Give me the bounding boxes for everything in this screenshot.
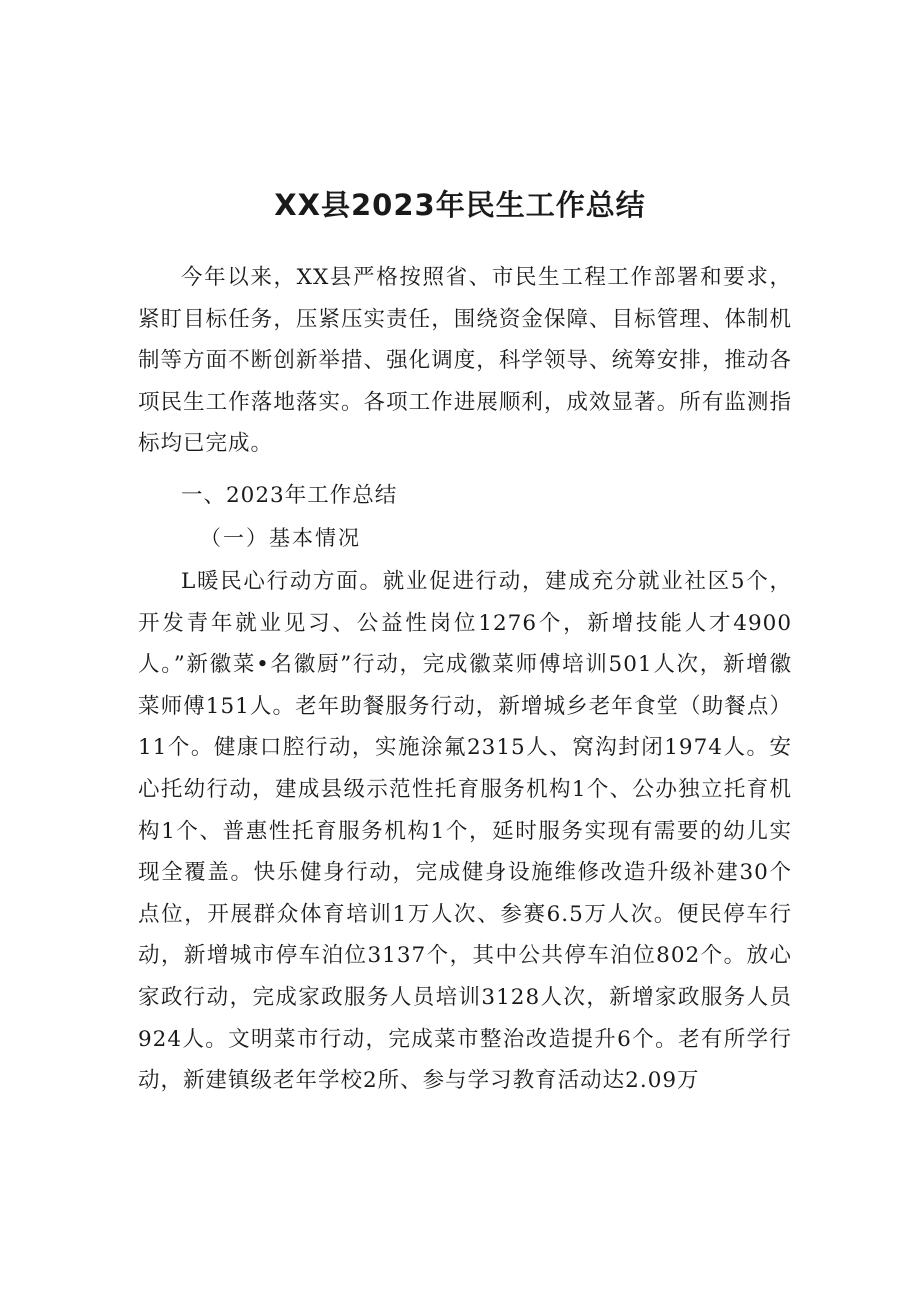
basic-situation-paragraph: L暖民心行动方面。就业促进行动，建成充分就业社区5个，开发青年就业见习、公益性岗位1276个，新增技能人才4900人。”新徽菜•名徽厨”行动，完成徽菜师傅培训501人次，新增徽菜师傅151人。老年助餐服务行动，新增城乡老年食堂（助餐点）11个。健康口腔行动，实施涂氟2315人、窝沟封闭1974人。安心托幼行动，建成县级示范性托育服务机构1个、公办独立托育机构1个、普惠性托育服务机构1个，延时服务实现有需要的幼儿实现全覆盖。快乐健身行动，完成健身设施维修改造升级补建30个点位，开展群众体育培训1万人次、参赛6.5万人次。便民停车行动，新增城市停车泊位3137个，其中公共停车泊位802个。放心家政行动，完成家政服务人员培训3128人次，新增家政服务人员924人。文明菜市行动，完成菜市整治改造提升6个。老有所学行动，新建镇级老年学校2所、参与学习教育活动达2.09万 xyxy=(138,569,792,1094)
document-title: XX县2023年民生工作总结 xyxy=(274,188,646,223)
section-heading: 一、2023年工作总结 xyxy=(181,483,398,508)
subsection-heading: （一）基本情况 xyxy=(200,526,361,550)
intro-paragraph: 今年以来，XX县严格按照省、市民生工程工作部署和要求，紧盯目标任务，压紧压实责任，围绕资金保障、目标管理、体制机制等方面不断创新举措、强化调度，科学领导、统筹安排，推动各项民生工作落地落实。各项工作进展顺利，成效显著。所有监测指标均已完成。 xyxy=(138,265,792,456)
